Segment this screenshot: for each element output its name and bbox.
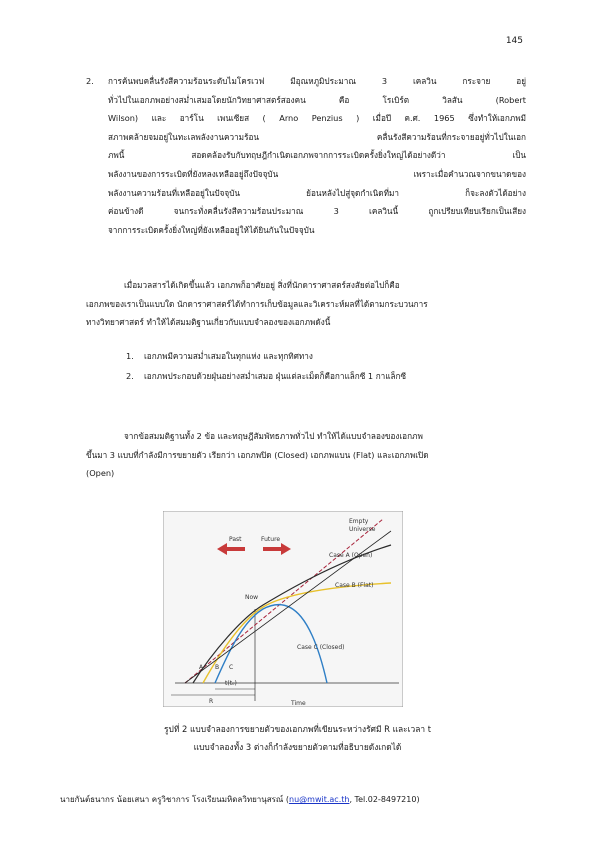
b-label: B [215, 664, 220, 671]
text-line: การค้นพบคลื่นรังสีความร้อนระดับไมโครเวฟ มีอุณหภูมิประมาณ 3 เคลวิน กระจาย อยู่ [108, 76, 526, 86]
now-label: Now [245, 594, 259, 601]
text-line: ขึ้นมา 3 แบบที่กำลังมีการขยายตัว เรียกว่า เอกภพปิด (Closed) เอกภพแบน (Flat) และเอกภพเปิด [86, 449, 429, 460]
paragraph-three-models [86, 427, 526, 483]
figure-caption: รูปที่ 2 แบบจำลองการขยายตัวของเอกภพที่เขียนระหว่างรัศมี R และเวลา t [164, 724, 431, 734]
t-now-label: t(t₀) [225, 680, 237, 687]
text-line: พลังงานความร้อนที่เหลืออยู่ในปัจจุบัน ย้อนหลังไปสู่จุดกำเนิดที่มา ก็จะลงตัวได้อย่าง [108, 187, 526, 198]
past-label: Past [229, 536, 242, 543]
case-c-label: Case C (Closed) [297, 644, 345, 651]
expansion-model-figure [163, 511, 403, 707]
text-line: Wilson) และ อาร์โน เพนเซียส ( Arno Penzius ) เมื่อปี ค.ศ. 1965 ซึ่งทำให้เอกภพมี [108, 113, 526, 124]
empty-label: Empty [349, 518, 369, 525]
list-number: 1. [126, 351, 134, 361]
text-line: เมื่อมวลสารได้เกิดขึ้นแล้ว เอกภพก็อาศัยอยู่ สิ่งที่นักดาราศาสตร์สงสัยต่อไปก็คือ [124, 280, 400, 290]
footer-phone: , Tel.02-8497210) [349, 795, 420, 804]
text-line: เอกภพของเราเป็นแบบใด นักดาราศาสตร์ได้ทำการเก็บข้อมูลและวิเคราะห์ผลที่ได้ตามกระบวนการ [86, 298, 428, 309]
text-line: จากข้อสมมติฐานทั้ง 2 ข้อ และทฤษฎีสัมพัทธภาพทั่วไป ทำให้ได้แบบจำลองของเอกภพ [124, 431, 423, 441]
list-item-2 [86, 72, 526, 239]
item-text [108, 72, 526, 239]
r-label: R [209, 698, 214, 705]
page-number: 145 [505, 36, 523, 46]
list-item [126, 346, 406, 366]
future-label: Future [261, 536, 281, 543]
a-label: A [199, 664, 204, 671]
hypothesis-list [126, 346, 406, 386]
text-line: ภพนี้ สอดคล้องรับกับทฤษฎีกำเนิดเอกภพจากการระเบิดครั้งยิ่งใหญ่ได้อย่างดีว่า เป็น [108, 150, 526, 161]
figure-frame [163, 511, 403, 707]
item-number: 2. [86, 76, 94, 86]
figure-svg [163, 511, 403, 707]
paragraph-universe-model [86, 276, 526, 332]
text-line: ค่อนข้างดี จนกระทั่งคลื่นรังสีความร้อนประมาณ 3 เคลวินนี้ ถูกเปรียบเทียบเรียกเป็นเสียง [108, 206, 526, 217]
figure-caption-2: แบบจำลองทั้ง 3 ต่างก็กำลังขยายตัวตามที่อธิบายดังเกดได้ [193, 742, 402, 752]
list-item [126, 366, 406, 386]
c-label: C [229, 664, 234, 671]
text-line: จากการระเบิดครั้งยิ่งใหญ่ที่ยังเหลืออยู่ให้ได้ยินกันในปัจจุบัน [108, 224, 315, 235]
list-number: 2. [126, 371, 134, 381]
text-line: พลังงานของการระเบิดที่ยังหลงเหลืออยู่ถึงปัจจุบัน เพราะเมื่อคำนวณจากขนาดของ [108, 168, 526, 179]
case-a-label: Case A (Open) [329, 552, 373, 559]
footer [60, 793, 540, 806]
email-link[interactable]: nu@mwit.ac.th [289, 795, 350, 804]
universe-label: Universe [349, 526, 376, 533]
text-line: สภาพคล้ายจมอยู่ในทะเลพลังงานความร้อน คลื่นรังสีความร้อนที่กระจายอยู่ทั่วไปในเอก [108, 131, 526, 142]
case-b-label: Case B (Flat) [335, 582, 374, 589]
text-line: ทั่วไปในเอกภพอย่างสม่ำเสมอโดยนักวิทยาศาสตร์สองคน คือ โรเบิร์ต วิลสัน (Robert [108, 94, 526, 105]
footer-author: นายกันต์ธนากร น้อยเสนา ครูวิชาการ โรงเรียนมหิดลวิทยานุสรณ์ ( [60, 795, 290, 804]
list-text: เอกภพมีความสม่ำเสมอในทุกแห่ง และทุกทิศทาง [144, 351, 313, 361]
time-label: Time [291, 700, 306, 707]
list-text: เอกภพประกอบด้วยฝุ่นอย่างสม่ำเสมอ ฝุ่นแต่ละเม็ดก็คือกาแล็กซี 1 กาแล็กซี [144, 371, 407, 381]
text-line: (Open) [86, 468, 115, 479]
text-line: ทางวิทยาศาสตร์ ทำให้ได้สมมติฐานเกี่ยวกับแบบจำลองของเอกภพดังนี้ [86, 317, 331, 328]
